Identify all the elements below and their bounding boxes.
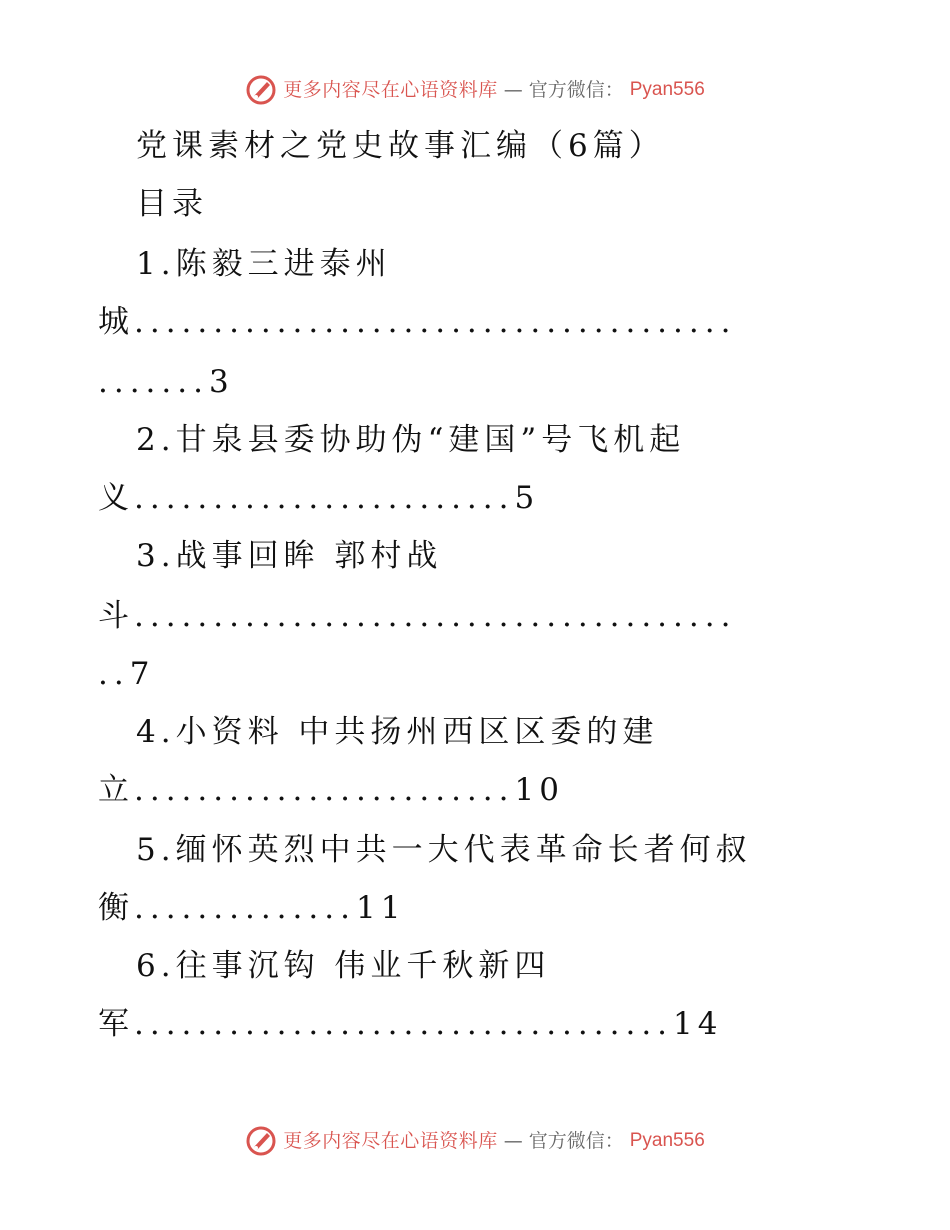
toc-entry-4-page: 10 <box>514 772 564 808</box>
toc-entry-2-dots: ........................ <box>134 480 515 516</box>
watermark-text: 更多内容尽在心语资料库 <box>283 79 498 101</box>
toc-entry-3-last-char: 斗 <box>98 598 134 634</box>
toc-entry-2-page: 5 <box>514 480 540 516</box>
toc-entry-1-wrap <box>98 362 234 402</box>
toc-entry-6-leader <box>98 1004 723 1044</box>
watermark-separator: — <box>503 79 523 101</box>
watermark-header <box>0 74 950 106</box>
toc-entry-4-title[interactable]: 4.小资料 中共扬州西区区委的建 <box>136 714 659 750</box>
toc-entry-3-title[interactable]: 3.战事回眸 郭村战 <box>136 538 443 574</box>
watermark-official-label: 官方微信： <box>528 79 624 101</box>
toc-entry-5-title[interactable]: 5.缅怀英烈中共一大代表革命长者何叔 <box>136 832 752 868</box>
toc-entry-6-page: 14 <box>673 1006 723 1042</box>
toc-entry-5-dots: .............. <box>134 890 356 926</box>
watermark-wechat-id: Pyan556 <box>629 79 705 100</box>
toc-entry-1-dots-wrap: ....... <box>98 364 209 400</box>
toc-entry-6-title[interactable]: 6.往事沉钩 伟业千秋新四 <box>136 948 551 984</box>
toc-entry-1-last-char: 城 <box>98 304 134 340</box>
toc-entry-4-last-char: 立 <box>98 772 134 808</box>
toc-entry-1-page: 3 <box>208 364 234 400</box>
watermark-text: 更多内容尽在心语资料库 <box>283 1130 498 1152</box>
watermark-footer <box>0 1125 950 1157</box>
toc-entry-6-last-char: 军 <box>98 1006 134 1042</box>
toc-entry-5-leader <box>98 888 405 928</box>
toc-entry-2-last-char: 义 <box>98 480 134 516</box>
watermark-wechat-id: Pyan556 <box>629 1130 705 1151</box>
toc-entry-2-leader <box>98 478 539 518</box>
toc-entry-5-last-char: 衡 <box>98 890 134 926</box>
toc-entry-2-title[interactable]: 2.甘泉县委协助伪“建国”号飞机起 <box>136 422 686 458</box>
watermark-separator: — <box>503 1130 523 1152</box>
toc-entry-4-dots: ........................ <box>134 772 515 808</box>
toc-entry-6-dots: .................................. <box>134 1006 674 1042</box>
toc-entry-3-page: 7 <box>129 656 155 692</box>
pen-logo-icon <box>245 74 277 106</box>
toc-entry-3-leader <box>98 596 736 636</box>
toc-entry-1-leader <box>98 302 736 342</box>
toc-entry-3-dots: ...................................... <box>134 598 737 634</box>
toc-heading: 目录 <box>136 186 208 222</box>
pen-logo-icon <box>245 1125 277 1157</box>
toc-entry-3-wrap <box>98 654 154 694</box>
toc-entry-1-title[interactable]: 1.陈毅三进泰州 <box>136 246 392 282</box>
toc-entry-4-leader <box>98 770 564 810</box>
document-title: 党课素材之党史故事汇编（6篇） <box>136 128 665 164</box>
toc-entry-1-dots: ...................................... <box>134 304 737 340</box>
watermark-official-label: 官方微信： <box>528 1130 624 1152</box>
toc-entry-3-dots-wrap: .. <box>98 656 130 692</box>
toc-entry-5-page: 11 <box>355 890 406 926</box>
